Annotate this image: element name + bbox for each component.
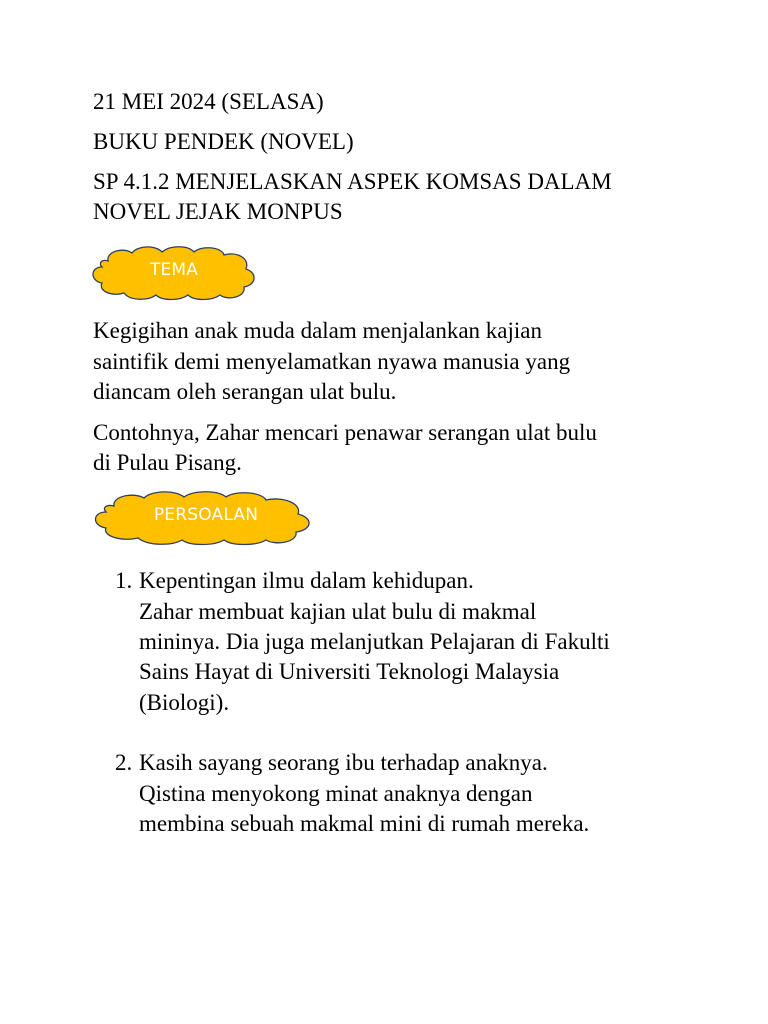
list-item-line: Kasih sayang seorang ibu terhadap anaknya. [139, 750, 548, 775]
tema-example-line-1: Contohnya, Zahar mencari penawar serangan ulat bulu [93, 420, 597, 445]
list-item-line: membina sebuah makmal mini di rumah mereka. [139, 811, 590, 836]
persoalan-cloud-label [90, 488, 322, 546]
tema-text-line-2: saintifik demi menyelamatkan nyawa manusia yang [93, 349, 571, 374]
tema-text-line-1: Kegigihan anak muda dalam menjalankan kajian [93, 318, 542, 343]
tema-label: TEMA [149, 260, 199, 280]
list-item-line: Sains Hayat di Universiti Teknologi Malaysia [139, 659, 560, 684]
tema-cloud-label [88, 243, 260, 301]
list-item-line: Zahar membuat kajian ulat bulu di makmal [139, 599, 537, 624]
persoalan-label: PERSOALAN [153, 505, 259, 525]
tema-example-line-2: di Pulau Pisang. [93, 450, 242, 475]
tema-text-line-3: diancam oleh serangan ulat bulu. [93, 379, 397, 404]
list-item-number: 2. [115, 750, 133, 775]
list-item-line: Kepentingan ilmu dalam kehidupan. [139, 568, 474, 593]
list-item-number: 1. [115, 568, 133, 593]
subject-heading: BUKU PENDEK (NOVEL) [93, 129, 354, 154]
date-heading: 21 MEI 2024 (SELASA) [93, 89, 324, 114]
list-item-line: mininya. Dia juga melanjutkan Pelajaran di Fakulti [139, 629, 610, 654]
list-item-line: Qistina menyokong minat anaknya dengan [139, 781, 533, 806]
list-item-line: (Biologi). [139, 690, 230, 715]
objective-line-2: NOVEL JEJAK MONPUS [93, 199, 343, 224]
objective-line-1: SP 4.1.2 MENJELASKAN ASPEK KOMSAS DALAM [93, 169, 612, 194]
